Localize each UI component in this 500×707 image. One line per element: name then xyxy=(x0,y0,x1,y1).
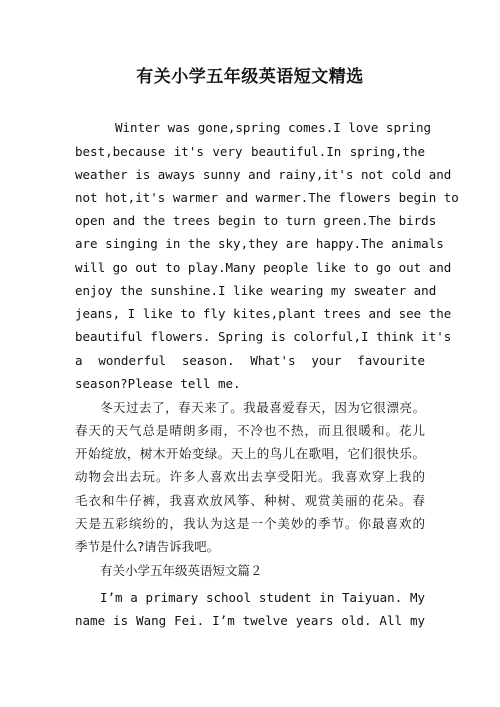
paragraph-line: best,because it's very beautiful.In spring,the xyxy=(75,144,425,159)
paragraph-line: a wonderful season. What's your favourite xyxy=(75,353,425,368)
paragraph-line: 动物会出去玩。许多人喜欢出去享受阳光。我喜欢穿上我的 xyxy=(75,469,425,484)
paragraph-line: name is Wang Fei. I’m twelve years old. All my xyxy=(75,613,425,628)
paragraph-line: I’m a primary school student in Taiyuan. My xyxy=(100,590,425,605)
paragraph-line: Winter was gone,spring comes.I love spring xyxy=(115,120,432,135)
paragraph-line: 开始绽放，树木开始变绿。天上的鸟儿在歌唱，它们很快乐。 xyxy=(75,446,425,461)
page-title: 有关小学五年级英语短文精选 xyxy=(136,67,364,87)
paragraph-line: will go out to play.Many people like to go out and xyxy=(75,260,452,275)
paragraph-line: beautiful flowers. Spring is colorful,I think it's xyxy=(75,329,452,344)
paragraph-line: enjoy the sunshine.I like wearing my sweater and xyxy=(75,283,437,298)
paragraph-line: weather is aways sunny and rainy,it's not cold and xyxy=(75,167,452,182)
paragraph-line: open and the trees begin to turn green.The birds xyxy=(75,213,437,228)
paragraph-line: not hot,it's warmer and warmer.The flowers begin to xyxy=(75,190,459,205)
paragraph-line: 天是五彩缤纷的，我认为这是一个美妙的季节。你最喜欢的 xyxy=(75,516,425,531)
paragraph-line: 春天的天气总是晴朗多雨，不冷也不热，而且很暖和。花儿 xyxy=(75,423,425,438)
paragraph-line: 冬天过去了，春天来了。我最喜爱春天，因为它很漂亮。 xyxy=(100,400,425,415)
paragraph-line: 季节是什么?请告诉我吧。 xyxy=(75,539,220,554)
paragraph-line: season?Please tell me. xyxy=(75,376,241,391)
paragraph-line: are singing in the sky,they are happy.The animals xyxy=(75,236,444,251)
section-heading: 有关小学五年级英语短文篇２ xyxy=(100,563,263,578)
paragraph-line: 毛衣和牛仔裤，我喜欢放风筝、种树、观赏美丽的花朵。春 xyxy=(75,493,425,508)
paragraph-line: jeans, I like to fly kites,plant trees and see the xyxy=(75,306,452,321)
